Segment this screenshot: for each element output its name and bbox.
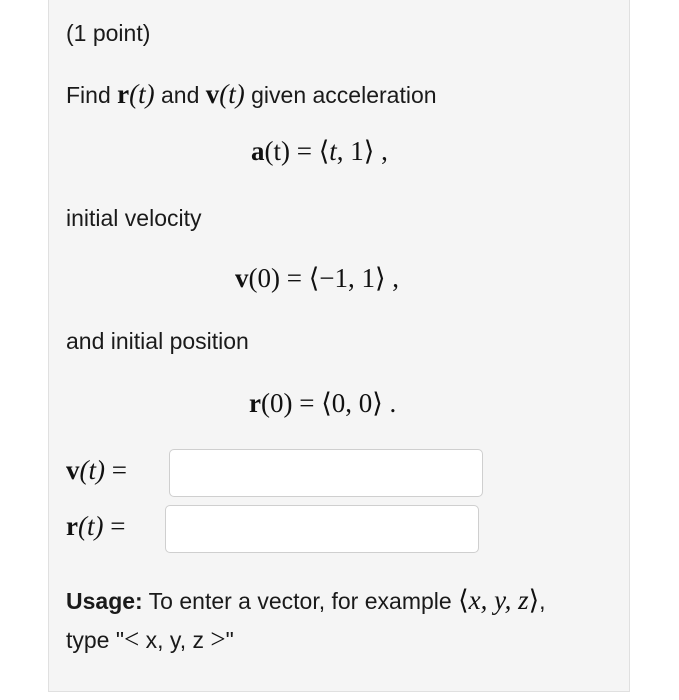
v-arg: (t)	[219, 79, 245, 109]
v-answer-arg: (t)	[79, 455, 105, 485]
vel-equals: =	[286, 263, 302, 293]
usage-type-pre: type "	[66, 627, 125, 653]
problem-intro	[66, 79, 437, 110]
and-text: and	[161, 82, 200, 108]
pos-equals: =	[299, 388, 315, 418]
usage-example-vars: x, y, z	[468, 585, 529, 615]
vel-symbol: v	[235, 263, 249, 293]
usage-text: To enter a vector, for example	[142, 588, 459, 614]
usage-type-post: "	[225, 627, 234, 653]
vel-tail: ,	[385, 263, 400, 293]
usage-line-1	[66, 585, 546, 616]
r-answer-arg: (t)	[77, 511, 104, 541]
usage-gt: >	[210, 624, 226, 654]
acceleration-equation	[251, 136, 388, 167]
accel-c2: 1	[350, 136, 364, 166]
pos-vector: ⟨0, 0⟩	[321, 388, 383, 418]
r-answer-symbol: r	[66, 511, 78, 541]
accel-equals: =	[296, 136, 312, 166]
accel-close: ⟩	[363, 136, 375, 166]
velocity-equation	[235, 263, 399, 294]
vel-arg: (0)	[248, 263, 280, 293]
accel-symbol: a	[251, 136, 265, 166]
pos-tail: .	[382, 388, 397, 418]
v-answer-input[interactable]	[169, 449, 483, 497]
accel-c1: t	[329, 136, 337, 166]
v-answer-symbol: v	[66, 455, 80, 485]
accel-sep: ,	[336, 136, 351, 166]
usage-type-mid: x, y, z	[139, 627, 211, 653]
velocity-text: initial velocity	[66, 205, 202, 231]
usage-lt: <	[124, 624, 140, 654]
r-answer-input[interactable]	[165, 505, 479, 553]
pos-arg: (0)	[260, 388, 293, 418]
usage-example-close: ⟩	[528, 585, 540, 615]
usage-comma: ,	[539, 588, 546, 614]
r-answer-label	[66, 511, 125, 542]
usage-bold: Usage:	[66, 588, 143, 614]
pos-symbol: r	[249, 388, 261, 418]
points-label: (1 point)	[66, 20, 151, 46]
r-symbol: r	[117, 79, 130, 109]
position-equation	[249, 388, 396, 419]
v-answer-label	[66, 455, 127, 486]
find-text: Find	[66, 82, 111, 108]
v-answer-equals: =	[111, 455, 127, 485]
accel-arg: (t)	[264, 136, 290, 166]
v-symbol: v	[205, 79, 220, 109]
position-text: and initial position	[66, 328, 249, 354]
usage-line-2	[66, 624, 234, 655]
r-answer-equals: =	[110, 511, 126, 541]
given-text: given acceleration	[251, 82, 437, 108]
vel-vector: ⟨−1, 1⟩	[308, 263, 386, 293]
r-arg: (t)	[129, 79, 155, 109]
usage-example-open: ⟨	[458, 585, 469, 615]
accel-tail: ,	[374, 136, 388, 166]
accel-open: ⟨	[318, 136, 330, 166]
